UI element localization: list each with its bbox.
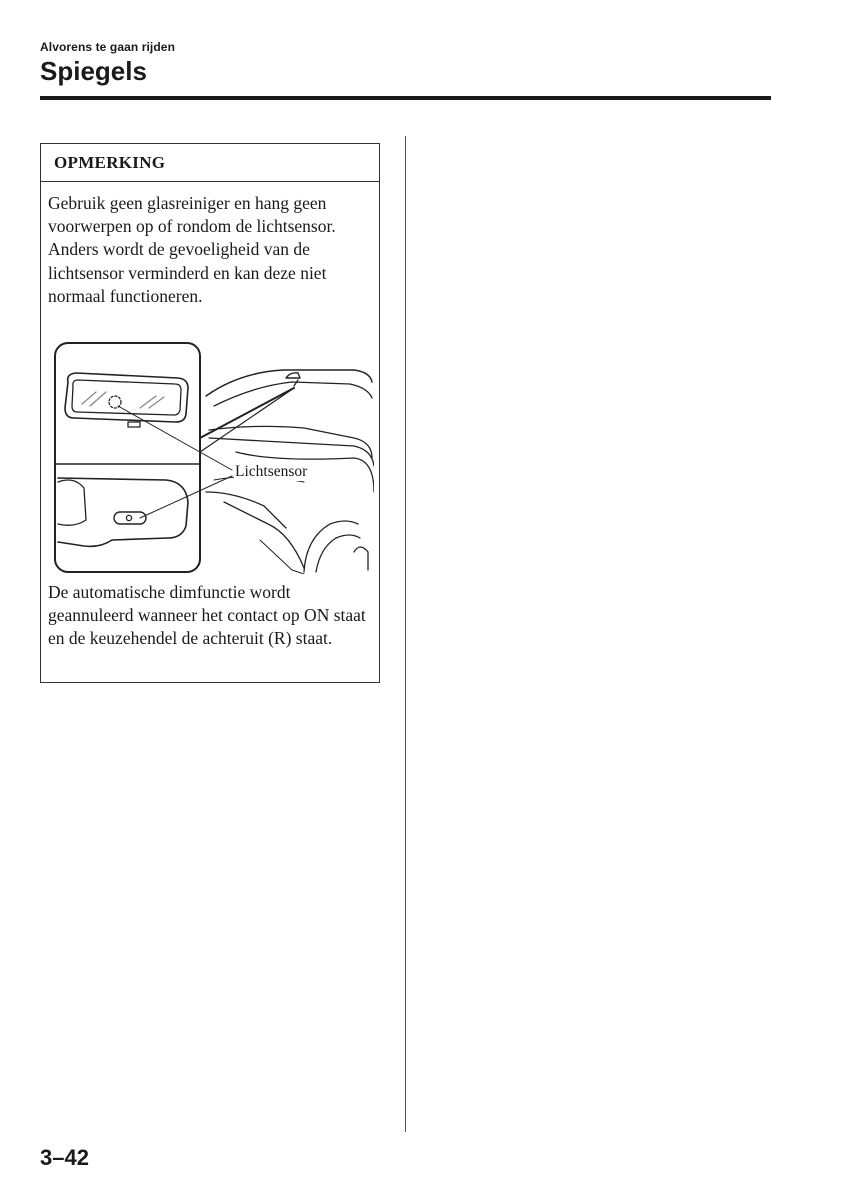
lichtsensor-callout-label: Lichtsensor: [235, 463, 308, 480]
note-box: [40, 143, 380, 683]
note-heading: OPMERKING: [41, 144, 379, 182]
column-divider: [405, 136, 406, 1132]
section-label: Alvorens te gaan rijden: [40, 40, 176, 54]
title-rule: [40, 96, 771, 100]
note-paragraph-2: De automatische dimfunctie wordt geannuleerd wanneer het contact op ON staat en de keuzehendel de achteruit (R) staat.: [48, 582, 366, 649]
note-paragraph-1: Gebruik geen glasreiniger en hang geen voorwerpen op of rondom de lichtsensor. Anders wordt de gevoeligheid van de lichtsensor verminderd en kan deze niet normaal functioneren.: [48, 193, 336, 306]
page-title: Spiegels: [40, 56, 147, 86]
page-number: 3–42: [40, 1145, 89, 1170]
rearview-mirror-light-sensor-illustration: [54, 342, 374, 574]
